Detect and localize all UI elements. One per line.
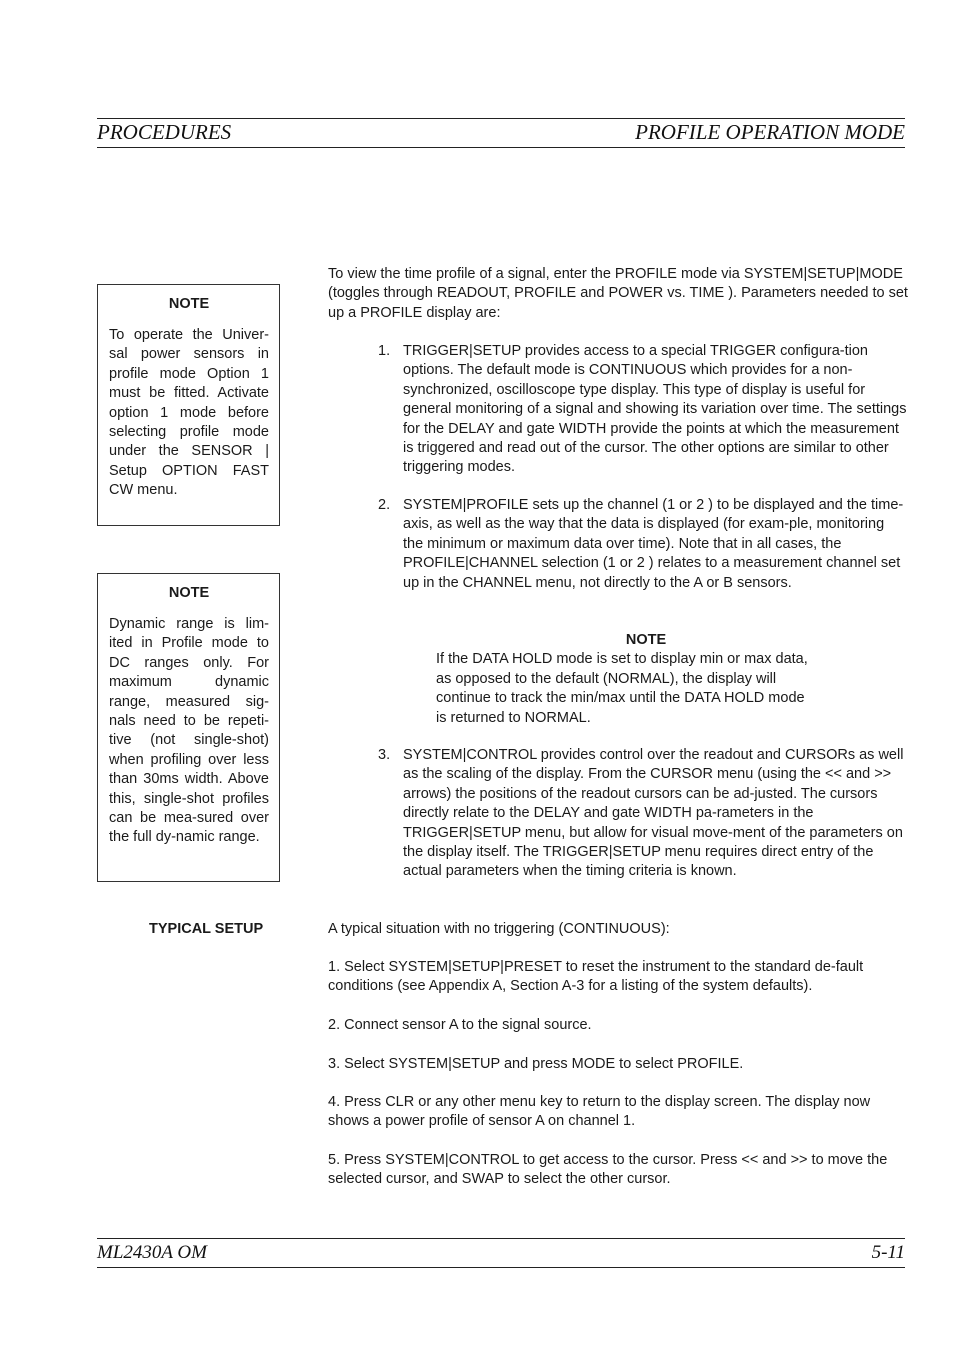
setup-step: 3. Select SYSTEM|SETUP and press MODE to select PROFILE.: [328, 1056, 744, 1072]
setup-step: 4. Press CLR or any other menu key to return to the display screen. The display now shows a power profile of sensor A on channel 1.: [328, 1094, 871, 1130]
note-text: To operate the Univer-sal power sensors in profile mode Option 1 must be fitted. Activate option 1 mode before selecting profile mode under the SENSOR | Setup OPTION FAST CW menu.: [109, 327, 269, 499]
side-note-dynamic-range: [97, 573, 280, 882]
list-number: 3.: [378, 747, 391, 763]
inner-note-line: If the DATA HOLD mode is set to display min or max data,: [436, 651, 808, 668]
setup-step: 5. Press SYSTEM|CONTROL to get access to the cursor. Press << and >> to move the selected cursor, and SWAP to select the other cursor.: [328, 1152, 888, 1188]
note-title: NOTE: [168, 585, 210, 601]
note-title: NOTE: [168, 296, 210, 312]
intro-paragraph: To view the time profile of a signal, enter the PROFILE mode via SYSTEM|SETUP|MODE (toggles through READOUT, PROFILE and POWER vs. TIME ). Parameters needed to set up a PROFILE display are:: [328, 266, 908, 321]
header-chapter-title: PROFILE OPERATION MODE: [635, 120, 905, 144]
inner-note-line: is returned to NORMAL.: [436, 709, 591, 726]
inner-note-line: continue to track the min/max until the DATA HOLD mode: [436, 690, 805, 707]
side-note-option: [97, 284, 280, 526]
inner-note: [436, 631, 856, 728]
inner-note-title: NOTE: [625, 632, 667, 648]
typical-setup-label: TYPICAL SETUP: [149, 921, 264, 937]
page-footer: [97, 1238, 905, 1268]
list-number: 2.: [378, 497, 391, 513]
page-header: [97, 118, 905, 148]
typical-setup-intro: A typical situation with no triggering (CONTINUOUS):: [328, 921, 670, 937]
setup-step: 2. Connect sensor A to the signal source.: [328, 1017, 592, 1033]
list-item: [378, 746, 908, 882]
list-text: TRIGGER|SETUP provides access to a special TRIGGER configura-tion options. The default mode is CONTINUOUS which provides for a non-synchronized, oscilloscope type display. This type of display is useful for general monitoring of a signal and showing its variation over time. The settings for the DELAY and gate WIDTH provide the points at which the measurement is triggered and read out of the cursor. The other options are similar to other triggering modes.: [403, 343, 907, 476]
footer-manual-id: ML2430A OM: [97, 1242, 207, 1263]
note-text: Dynamic range is lim-ited in Profile mode to DC ranges only. For maximum dynamic range, measured sig-nals need to be repeti-tive (not single-shot) when profiling over less than 30ms width. Above this, single-shot profiles can be mea-sured over the full dy-namic range.: [109, 616, 269, 846]
footer-page-number: 5-11: [871, 1242, 905, 1263]
list-item: [378, 496, 908, 593]
list-item: [378, 342, 908, 478]
header-section-title: PROCEDURES: [97, 120, 232, 144]
list-text: SYSTEM|CONTROL provides control over the readout and CURSORs as well as the scaling of the display. From the CURSOR menu (using the << and >> arrows) the positions of the readout cursors can be ad-justed. The cursors directly relate to the DELAY and gate WIDTH pa-rameters in the TRIGGER|SETUP menu, but allow for visual move-ment of the parameters on the display itself. The TRIGGER|SETUP menu requires direct entry of the actual parameters when the timing criteria is known.: [403, 747, 904, 880]
setup-step: 1. Select SYSTEM|SETUP|PRESET to reset the instrument to the standard de-fault conditions (see Appendix A, Section A-3 for a listing of the system defaults).: [328, 959, 864, 995]
inner-note-line: as opposed to the default (NORMAL), the display will: [436, 670, 777, 687]
list-text: SYSTEM|PROFILE sets up the channel (1 or 2 ) to be displayed and the time-axis, as well as the way that the data is displayed (for exam-ple, monitoring the minimum or maximum data over time). Note that in all cases, the PROFILE|CHANNEL selection (1 or 2 ) relates to a measurement channel set up in the CHANNEL menu, not directly to the A or B sensors.: [403, 497, 904, 591]
list-number: 1.: [378, 343, 391, 359]
